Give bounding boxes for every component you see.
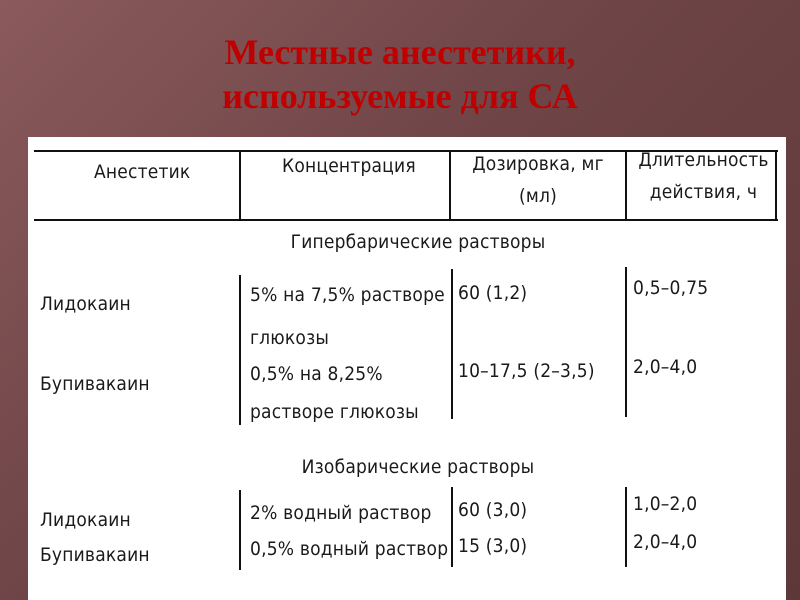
table-row-dose: 60 (3,0) [458, 499, 528, 521]
header-concentration: Концентрация [282, 155, 416, 177]
slide-title-line-2: используемые для СА [222, 76, 578, 116]
header-duration-line-2: действия, ч [649, 181, 758, 203]
table-row-concentration: 0,5% на 8,25% [250, 363, 383, 385]
table-header-rule [34, 219, 778, 221]
table-row-duration: 2,0–4,0 [633, 356, 698, 378]
section-title-hyperbaric: Гипербарические растворы [290, 231, 546, 253]
section-title-isobaric: Изобарические растворы [301, 456, 535, 478]
table-row-dose: 10–17,5 (2–3,5) [458, 360, 595, 382]
column-divider-1 [239, 150, 241, 220]
header-duration-line-1: Длительность [638, 149, 769, 171]
column-divider-2-hyper [451, 269, 453, 419]
table-row-concentration-cont: растворе глюкозы [250, 401, 419, 423]
scanned-table [28, 137, 786, 600]
slide-title-line-1: Местные анестетики, [224, 32, 576, 72]
table-row-duration: 0,5–0,75 [633, 277, 709, 299]
table-row-concentration: 2% водный раствор [250, 502, 432, 524]
column-divider-1-iso [239, 490, 241, 570]
column-divider-3 [625, 150, 627, 220]
table-row-anesthetic: Лидокаин [40, 509, 131, 531]
table-row-duration: 1,0–2,0 [633, 493, 698, 515]
header-dose-line-2: (мл) [519, 185, 557, 207]
table-row-anesthetic: Бупивакаин [40, 373, 150, 395]
header-dose-line-1: Дозировка, мг [472, 153, 604, 175]
table-row-concentration: 0,5% водный раствор [250, 538, 449, 560]
table-row-anesthetic: Бупивакаин [40, 544, 150, 566]
column-divider-1-hyper [239, 275, 241, 425]
column-divider-3-iso [625, 487, 627, 567]
table-row-duration: 2,0–4,0 [633, 531, 698, 553]
slide-title [0, 30, 800, 118]
column-divider-3-hyper [625, 267, 627, 417]
column-divider-2 [449, 150, 451, 220]
table-row-anesthetic: Лидокаин [40, 293, 131, 315]
column-divider-2-iso [451, 487, 453, 567]
header-anesthetic: Анестетик [94, 161, 191, 183]
table-row-dose: 60 (1,2) [458, 282, 528, 304]
table-row-concentration-cont: глюкозы [250, 327, 330, 349]
table-row-dose: 15 (3,0) [458, 535, 528, 557]
table-row-concentration: 5% на 7,5% растворе [250, 284, 445, 306]
